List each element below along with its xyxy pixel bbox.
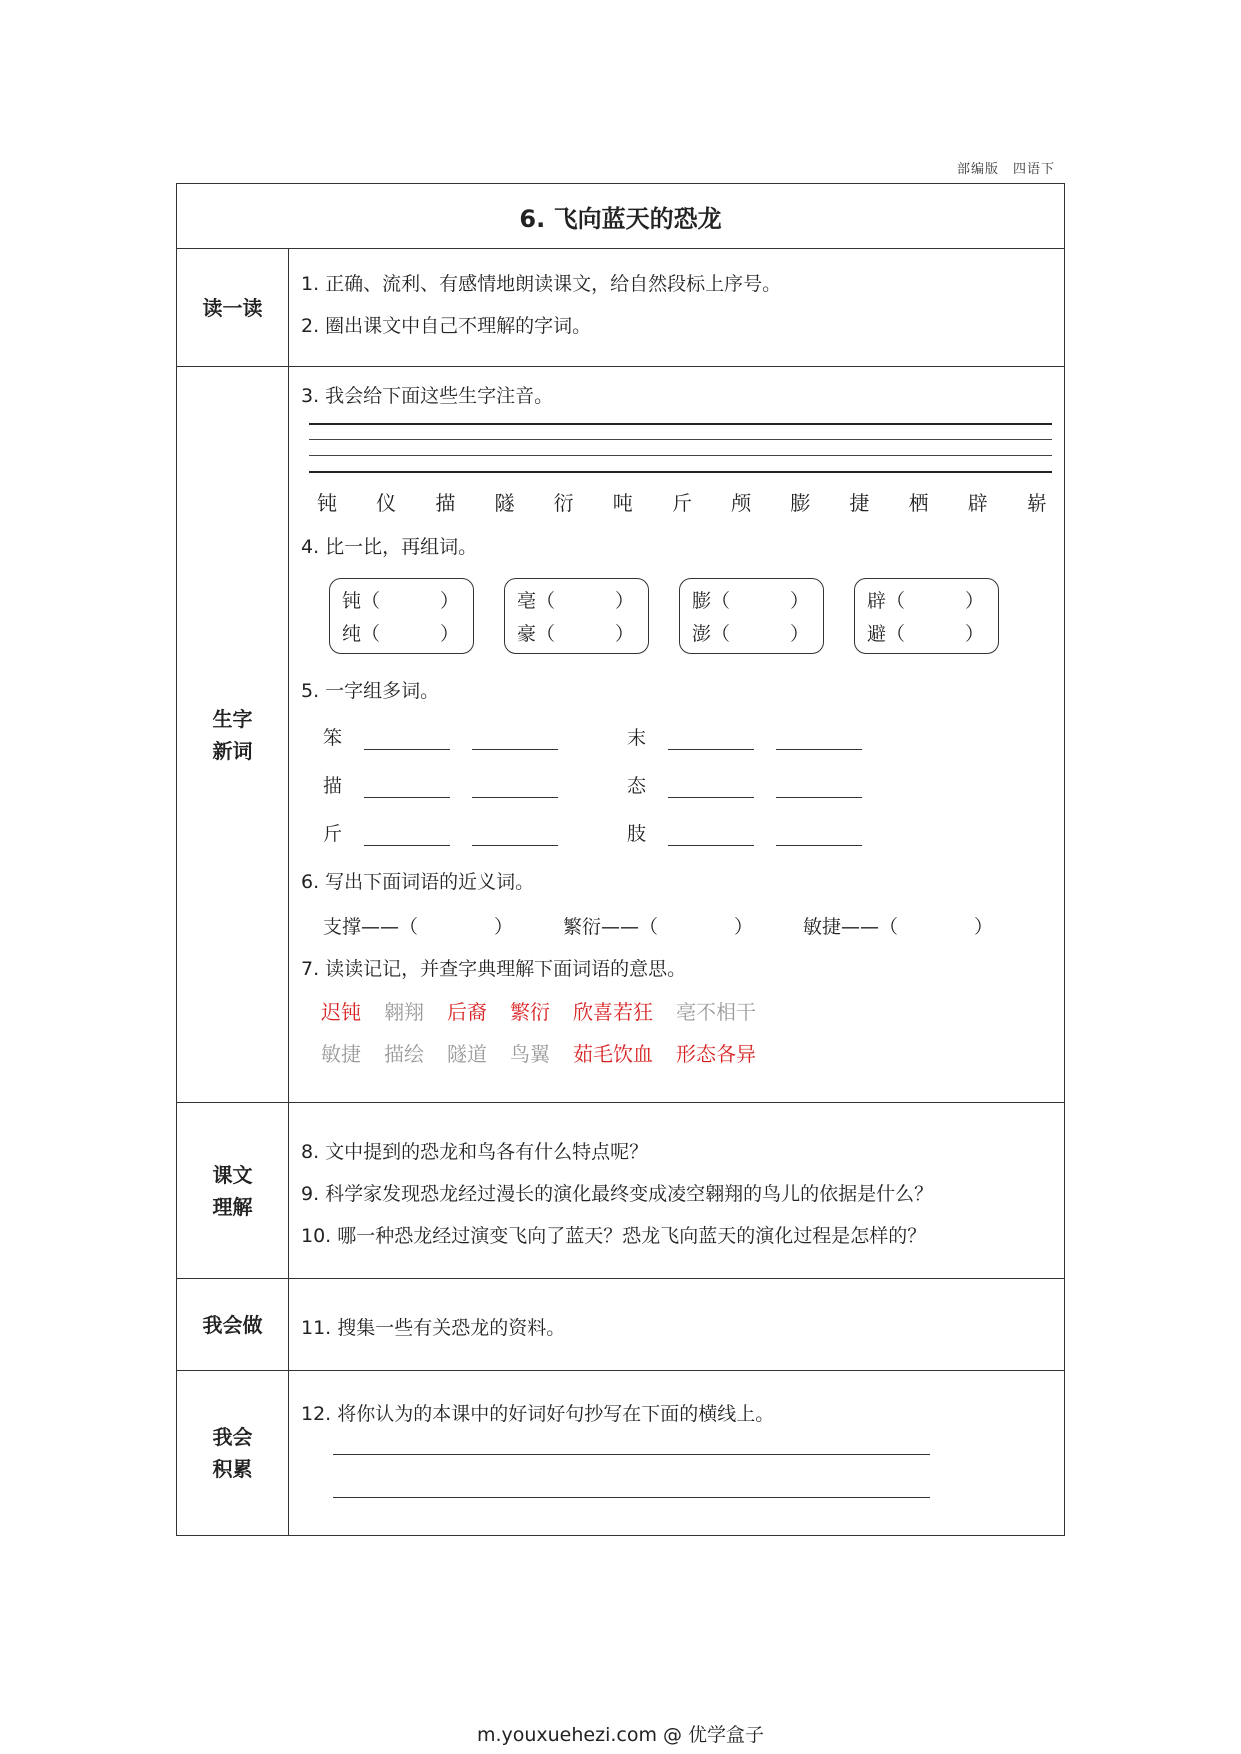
label-line: 新词 [212,738,253,763]
close-paren: ） [789,590,809,612]
label-line: 理解 [212,1194,253,1219]
vocab-word: 隧道 [447,1042,487,1066]
question-12: 12. 将你认为的本课中的好词好句抄写在下面的横线上。 [301,1403,775,1425]
footer-watermark: m.youxuehezi.com @ 优学盒子 [476,1724,765,1746]
answer-blank[interactable] [776,781,862,798]
question-8: 8. 文中提到的恐龙和鸟各有什么特点呢？ [301,1141,649,1163]
vocab-word: 繁衍 [510,1000,550,1024]
vocab-word: 翱翔 [384,1000,424,1024]
base-char: 描 [323,775,343,797]
question-4: 4. 比一比，再组词。 [301,536,478,558]
compare-word: 辟（ [867,590,906,612]
edition-label: 部编版 四语下 [956,162,1055,177]
section-accumulate [177,1370,1064,1535]
character: 崭 [1026,491,1047,515]
character: 隧 [494,491,515,515]
answer-blank[interactable] [472,829,558,846]
character: 吨 [612,491,633,515]
word-group-row [323,819,558,846]
section-do [177,1278,1064,1370]
section-label-do: 我会做 [177,1279,289,1370]
vocab-word: 后裔 [447,1000,487,1024]
close-paren: ） [964,623,984,645]
label-line: 积累 [212,1457,253,1481]
section-understand [177,1102,1064,1278]
section-vocab [177,366,1064,1102]
answer-blank[interactable] [472,781,558,798]
label-line: 课文 [212,1162,253,1187]
compare-word: 钝（ [342,590,381,612]
answer-blank[interactable] [668,781,754,798]
compare-word: 避（ [867,623,906,645]
vocab-word: 欣喜若狂 [573,1000,653,1024]
close-paren: ） [964,590,984,612]
character: 斤 [671,491,692,515]
answer-blank[interactable] [776,829,862,846]
vocab-word: 敏捷 [321,1042,361,1066]
close-paren: ） [439,590,459,612]
close-paren: ） [614,590,634,612]
vocab-word: 亳不相干 [676,1000,756,1024]
section-label-understand [177,1103,289,1278]
compare-box [504,578,649,654]
vocab-word: 描绘 [384,1042,424,1066]
compare-box [679,578,824,654]
question-10: 10. 哪一种恐龙经过演变飞向了蓝天？恐龙飞向蓝天的演化过程是怎样的？ [301,1225,927,1247]
question-1: 1. 正确、流利、有感情地朗读课文，给自然段标上序号。 [301,273,782,295]
section-label-accumulate [177,1371,289,1535]
section-label-vocab [177,367,289,1102]
question-9: 9. 科学家发现恐龙经过漫长的演化最终变成凌空翱翔的鸟儿的依据是什么？ [301,1183,934,1205]
word-list-row-2 [321,1038,779,1067]
character: 仪 [376,491,397,515]
compare-word: 纯（ [342,623,381,645]
base-char: 斤 [323,823,343,845]
page-title: 6. 飞向蓝天的恐龙 [519,204,722,233]
character: 衍 [553,491,574,515]
base-char: 笨 [323,727,343,749]
character: 颅 [731,491,752,515]
character: 描 [435,491,456,515]
synonym-item: 繁衍——（ ） [563,916,754,938]
close-paren: ） [614,623,634,645]
answer-blank[interactable] [472,733,558,750]
answer-blank[interactable] [668,733,754,750]
base-char: 态 [627,775,647,797]
compare-word: 豪（ [517,623,556,645]
section-read [177,248,1064,366]
answer-blank[interactable] [364,733,450,750]
compare-word: 膨（ [692,590,731,612]
vocab-word: 鸟翼 [510,1042,550,1066]
answer-blank[interactable] [668,829,754,846]
question-7: 7. 读读记记，并查字典理解下面词语的意思。 [301,958,687,980]
compare-word: 澎（ [692,623,731,645]
synonym-item: 敏捷——（ ） [803,916,994,938]
character: 膨 [790,491,811,515]
word-group-row [627,771,862,798]
question-5: 5. 一字组多词。 [301,680,440,702]
vocab-word: 迟钝 [321,1000,361,1024]
pinyin-lines [309,423,1052,473]
compare-box [854,578,999,654]
character: 辟 [967,491,988,515]
compare-box [329,578,474,654]
question-6: 6. 写出下面词语的近义词。 [301,871,535,893]
vocab-word: 形态各异 [676,1042,756,1066]
answer-blank[interactable] [364,829,450,846]
synonym-item: 支撑——（ ） [323,916,514,938]
writing-line[interactable] [333,1454,930,1455]
question-11: 11. 搜集一些有关恐龙的资料。 [301,1317,566,1339]
base-char: 肢 [627,823,647,845]
answer-blank[interactable] [776,733,862,750]
character: 捷 [849,491,870,515]
word-list-row-1 [321,996,779,1025]
close-paren: ） [789,623,809,645]
close-paren: ） [439,623,459,645]
character: 栖 [908,491,929,515]
label-line: 我会 [212,1425,253,1449]
word-group-row [323,771,558,798]
vocab-word: 茹毛饮血 [573,1042,653,1066]
word-group-row [627,819,862,846]
character-row [317,487,1047,516]
base-char: 末 [627,727,647,749]
answer-blank[interactable] [364,781,450,798]
section-label-read: 读一读 [177,249,289,366]
label-line: 生字 [212,706,253,731]
worksheet-table [176,183,1065,1536]
question-3: 3. 我会给下面这些生字注音。 [301,385,554,407]
question-2: 2. 圈出课文中自己不理解的字词。 [301,315,592,337]
writing-line[interactable] [333,1497,930,1498]
compare-word: 亳（ [517,590,556,612]
word-group-row [627,723,862,750]
character: 钝 [317,491,337,515]
word-group-row [323,723,558,750]
